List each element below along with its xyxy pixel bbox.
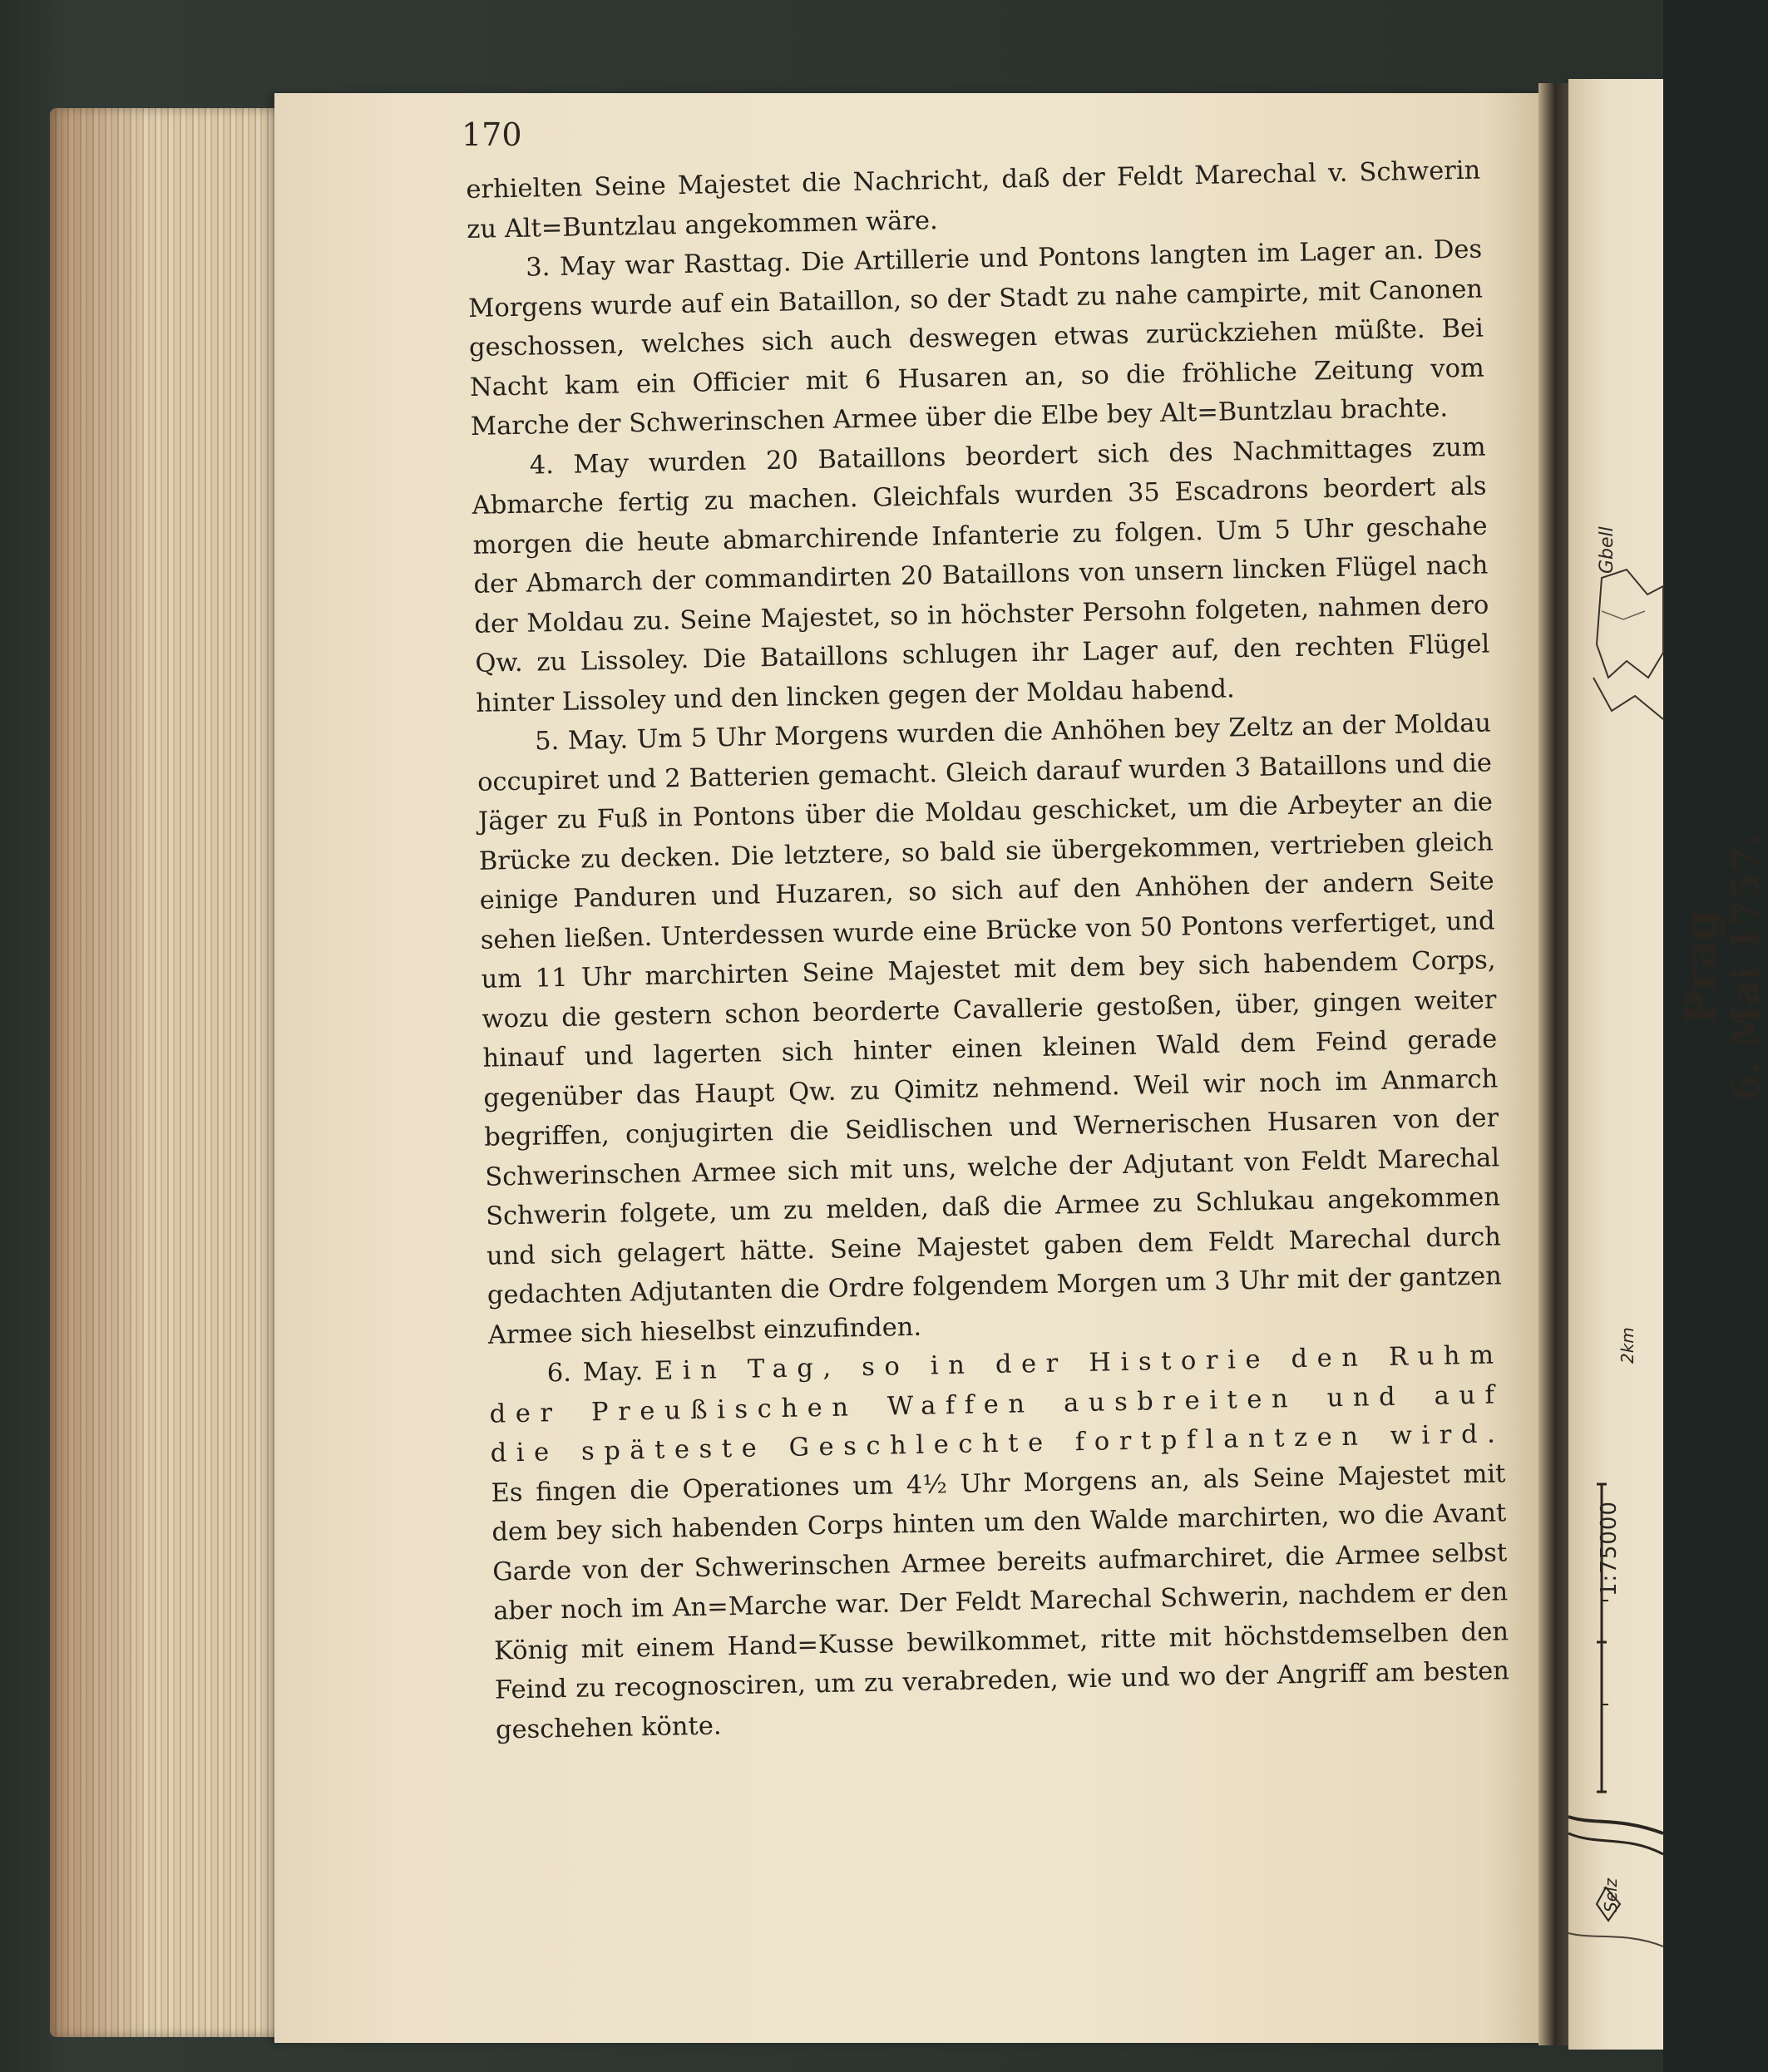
map-scale-ratio: 1:75000: [1597, 1500, 1622, 1596]
paragraph-p2: [467, 230, 1485, 447]
paragraph-text: 4. May wurden 20 Bataillons beordert sich des Nachmittages zum Abmarche fertig zu machen. Gleichfals wurden 35 Escadrons beordert als morgen die heute abmarchirende Infanterie zu folgen. Um 5 Uhr geschahe der Abmarch der commandirten 20 Bataillons von unsern lincken Flügel nach der Moldau zu. Seine Majestet, so in höchster Persohn folgeten, nahmen dero Qw. zu Lissoley. Die Bataillons schlugen ihr Lager auf, den rechten Flügel hinter Lissoley und den lincken gegen der Moldau habend.: [472, 432, 1490, 718]
paragraph-p4: [477, 703, 1503, 1354]
page-text: [466, 151, 1510, 1750]
page-number: 170: [462, 116, 522, 153]
page-edges-shadow: [50, 108, 141, 2037]
emphasized-text: Ein Tag, so in der Historie den Ruhm der Preußischen Waffen ausbreiten und auf die späteste Geschlechte fortpflantzen wird.: [489, 1340, 1505, 1468]
map-title-block: [1605, 832, 1768, 1102]
map-title: [1678, 833, 1766, 1101]
paragraph-text: erhielten Seine Majestet die Nachricht, daß der Feldt Marechal v. Schwerin zu Alt=Buntzlau angekommen wäre.: [466, 155, 1481, 244]
map-place-top: Gbell: [1597, 526, 1617, 574]
map-title-date: 6. Mai 1757.: [1723, 832, 1768, 1102]
map-region-top: [1593, 570, 1663, 719]
paragraph-text: 5. May. Um 5 Uhr Morgens wurden die Anhöhen bey Zeltz an der Moldau occupiret und 2 Batterien gemacht. Gleich darauf wurden 3 Bataillons und die Jäger zu Fuß in Pontons über die Moldau geschicket, um die Arbeyter an die Brücke zu decken. Die letztere, so bald sie übergekommen, vertrieben gleich einige Panduren und Huzaren, so sich auf den Anhöhen der andern Seite sehen ließen. Unterdessen wurde eine Brücke von 50 Pontons verfertiget, und um 11 Uhr marchirten Seine Majestet mit dem bey sich habendem Corps, wozu die gestern schon beorderte Cavallerie gestoßen, über, gingen weiter hinauf und lagerten sich hinter einen kleinen Wald dem Feind gerade gegenüber das Haupt Qw. zu Qimitz nehmend. Weil wir noch im Anmarch begriffen, conjugirten die Seidlischen und Wernerischen Husaren von der Schwerinschen Armee sich mit uns, welche der Adjutant von Feldt Marechal Schwerin folgete, um zu melden, daß die Armee zu Schlukau angekommen und sich gelagert hätte. Seine Majestet gaben dem Feldt Marechal durch gedachten Adjutanten die Ordre folgendem Morgen um 3 Uhr mit der gantzen Armee sich hieselbst einzufinden.: [477, 708, 1503, 1350]
paragraph-text: 3. May war Rasttag. Die Artillerie und Pontons langten im Lager an. Des Morgens wurde auf ein Bataillon, so der Stadt zu nahe campirte, mit Canonen geschossen, welches sich auch deswegen etwas zurückziehen müßte. Bei Nacht kam ein Officier mit 6 Husaren an, so die fröhliche Zeitung vom Marche der Schwerinschen Armee über die Elbe bey Alt=Buntzlau brachte.: [467, 234, 1485, 442]
map-scale-unit: 2km: [1617, 1327, 1637, 1364]
paragraph-text: 6. May.: [546, 1356, 655, 1389]
book-gutter: [1538, 83, 1568, 2045]
paragraph-text: Es fingen die Operationes um 4½ Uhr Morgens an, als Seine Majestet mit dem bey sich habenden Corps hinten um den Walde marchirten, wo die Avant Garde von der Schwerinschen Armee bereits aufmarchiret, die Armee selbst aber noch im An=Marche war. Der Feldt Marechal Schwerin, nachdem er den König mit einem Hand=Kusse bewilkommet, ritte mit höchstdemselben den Feind zu recognosciren, um zu verabreden, wie und wo der Angriff am besten geschehen könte.: [491, 1458, 1510, 1745]
paragraph-p5: [488, 1335, 1510, 1749]
map-title-city: Prag: [1676, 910, 1727, 1024]
paragraph-p3: [471, 427, 1490, 723]
map-place-bottom: Selz: [1601, 1877, 1621, 1912]
